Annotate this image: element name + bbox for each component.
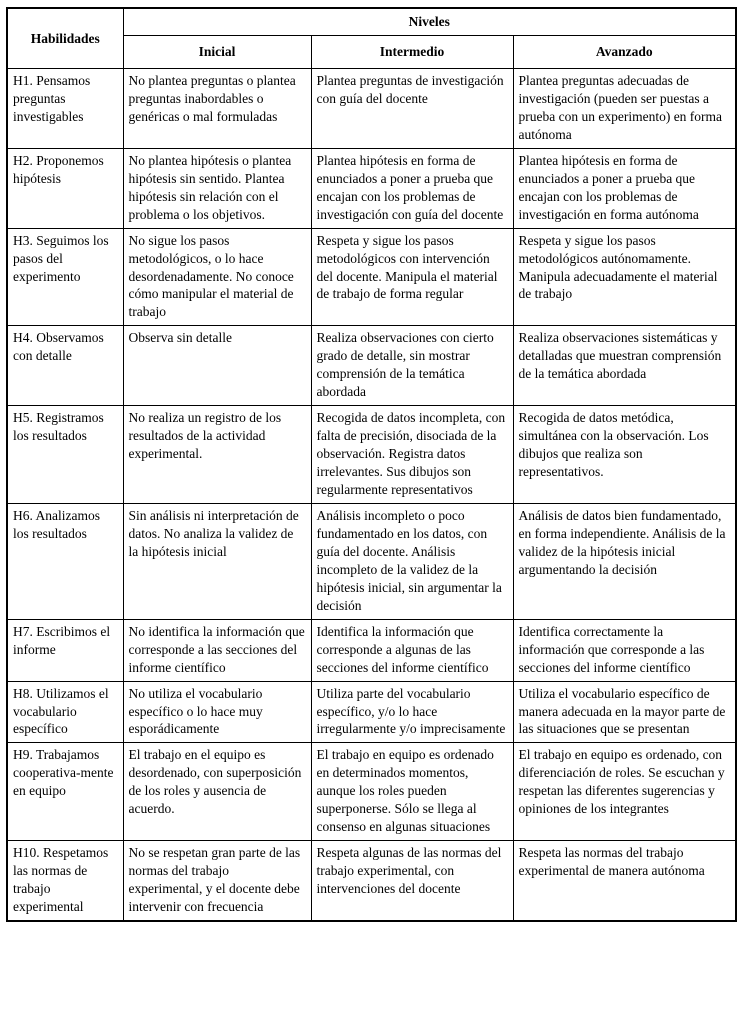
intermedio-cell: Respeta y sigue los pasos metodológicos con intervención del docente. Manipula el material de trabajo de forma regular: [311, 228, 513, 326]
skill-cell: H2. Proponemos hipótesis: [7, 148, 123, 228]
skill-cell: H3. Seguimos los pasos del experimento: [7, 228, 123, 326]
level-header-intermedio: Intermedio: [311, 36, 513, 69]
intermedio-cell: Realiza observaciones con cierto grado de detalle, sin mostrar comprensión de la temática abordada: [311, 326, 513, 406]
level-header-avanzado: Avanzado: [513, 36, 736, 69]
table-row: [7, 69, 736, 149]
table-row: [7, 503, 736, 619]
table-row: [7, 681, 736, 743]
table-row: [7, 406, 736, 504]
inicial-cell: El trabajo en el equipo es desordenado, con superposición de los roles y ausencia de acuerdo.: [123, 743, 311, 841]
intermedio-cell: Análisis incompleto o poco fundamentado en los datos, con guía del docente. Análisis incompleto de la validez de la hipótesis inicial, sin argumentar la decisión: [311, 503, 513, 619]
avanzado-cell: Respeta y sigue los pasos metodológicos autónomamente. Manipula adecuadamente el material de trabajo: [513, 228, 736, 326]
inicial-cell: Observa sin detalle: [123, 326, 311, 406]
rubric-table: [6, 7, 737, 922]
intermedio-cell: Recogida de datos incompleta, con falta de precisión, disociada de la observación. Registra datos irrelevantes. Sus dibujos son regularmente representativos: [311, 406, 513, 504]
inicial-cell: No se respetan gran parte de las normas del trabajo experimental, y el docente debe intervenir con frecuencia: [123, 841, 311, 921]
inicial-cell: No identifica la información que corresponde a las secciones del informe científico: [123, 619, 311, 681]
skill-cell: H7. Escribimos el informe: [7, 619, 123, 681]
table-header: [7, 8, 736, 69]
avanzado-cell: Utiliza el vocabulario específico de manera adecuada en la mayor parte de las situaciones que se presentan: [513, 681, 736, 743]
intermedio-cell: Respeta algunas de las normas del trabajo experimental, con intervenciones del docente: [311, 841, 513, 921]
avanzado-cell: Respeta las normas del trabajo experimental de manera autónoma: [513, 841, 736, 921]
inicial-cell: No plantea preguntas o plantea preguntas inabordables o genéricas o mal formuladas: [123, 69, 311, 149]
rubric-table-body: [7, 69, 736, 921]
inicial-cell: No utiliza el vocabulario específico o lo hace muy esporádicamente: [123, 681, 311, 743]
avanzado-cell: Realiza observaciones sistemáticas y detalladas que muestran comprensión de la temática abordada: [513, 326, 736, 406]
table-row: [7, 228, 736, 326]
intermedio-cell: Plantea preguntas de investigación con guía del docente: [311, 69, 513, 149]
header-row-niveles: [7, 8, 736, 36]
skill-cell: H10. Respetamos las normas de trabajo experimental: [7, 841, 123, 921]
inicial-cell: No realiza un registro de los resultados de la actividad experimental.: [123, 406, 311, 504]
avanzado-cell: Identifica correctamente la información que corresponde a las secciones del informe científico: [513, 619, 736, 681]
intermedio-cell: Identifica la información que corresponde a algunas de las secciones del informe científico: [311, 619, 513, 681]
intermedio-cell: El trabajo en equipo es ordenado en determinados momentos, aunque los roles pueden superponerse. Sólo se llega al consenso en algunas situaciones: [311, 743, 513, 841]
level-header-inicial: Inicial: [123, 36, 311, 69]
skill-cell: H5. Registramos los resultados: [7, 406, 123, 504]
skill-cell: H8. Utilizamos el vocabulario específico: [7, 681, 123, 743]
table-row: [7, 619, 736, 681]
skill-cell: H1. Pensamos preguntas investigables: [7, 69, 123, 149]
avanzado-cell: El trabajo en equipo es ordenado, con diferenciación de roles. Se escuchan y respetan las diferentes sugerencias y opiniones de los integrantes: [513, 743, 736, 841]
intermedio-cell: Utiliza parte del vocabulario específico, y/o lo hace irregularmente y/o imprecisamente: [311, 681, 513, 743]
skill-cell: H9. Trabajamos cooperativa-mente en equipo: [7, 743, 123, 841]
table-row: [7, 326, 736, 406]
avanzado-cell: Plantea hipótesis en forma de enunciados a poner a prueba que encajan con los problemas de investigación en forma autónoma: [513, 148, 736, 228]
table-row: [7, 743, 736, 841]
table-row: [7, 841, 736, 921]
inicial-cell: No sigue los pasos metodológicos, o lo hace desordenadamente. No conoce cómo manipular el material de trabajo: [123, 228, 311, 326]
niveles-header: Niveles: [123, 8, 736, 36]
skill-cell: H4. Observamos con detalle: [7, 326, 123, 406]
avanzado-cell: Plantea preguntas adecuadas de investigación (pueden ser puestas a prueba con un experimento) en forma autónoma: [513, 69, 736, 149]
inicial-cell: No plantea hipótesis o plantea hipótesis sin sentido. Plantea hipótesis sin relación con el problema o los objetivos.: [123, 148, 311, 228]
avanzado-cell: Recogida de datos metódica, simultánea con la observación. Los dibujos que realiza son representativos.: [513, 406, 736, 504]
inicial-cell: Sin análisis ni interpretación de datos. No analiza la validez de la hipótesis inicial: [123, 503, 311, 619]
skill-cell: H6. Analizamos los resultados: [7, 503, 123, 619]
avanzado-cell: Análisis de datos bien fundamentado, en forma independiente. Análisis de la validez de la hipótesis inicial argumentando la decisión: [513, 503, 736, 619]
intermedio-cell: Plantea hipótesis en forma de enunciados a poner a prueba que encajan con los problemas de investigación con guía del docente: [311, 148, 513, 228]
table-row: [7, 148, 736, 228]
habilidades-header: Habilidades: [7, 8, 123, 69]
